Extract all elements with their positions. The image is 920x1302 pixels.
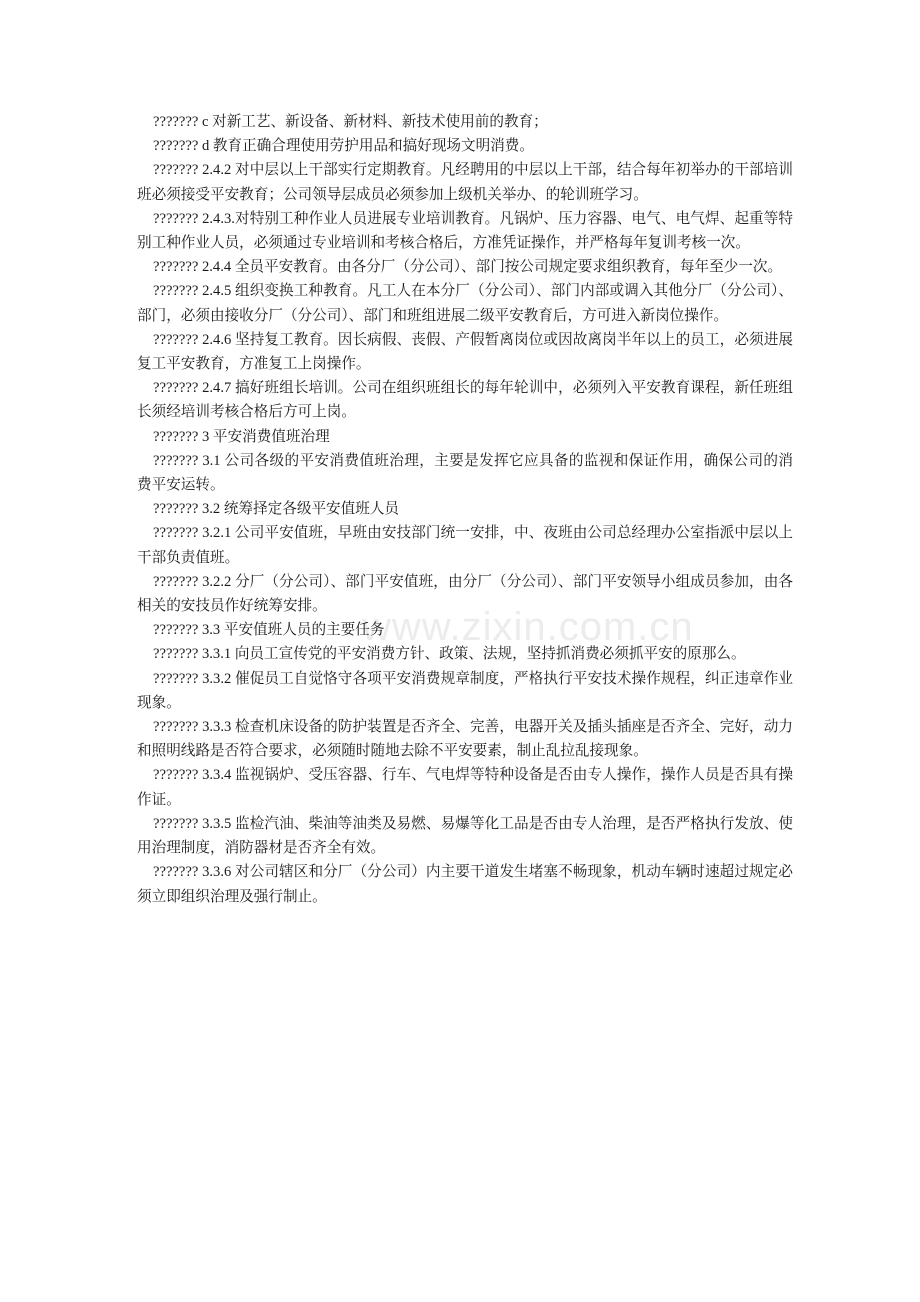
paragraph-3-3-6: ??????? 3.3.6 对公司辖区和分厂（分公司）内主要干道发生堵塞不畅现象，机动车辆时速超过规定必须立即组织治理及强行制止。 (137, 864, 793, 905)
paragraph-3-3-1: ??????? 3.3.1 向员工宣传党的平安消费方针、政策、法规，坚持抓消费必须抓平安的原那么。 (153, 646, 746, 663)
section-heading-3-3: ??????? 3.3 平安值班人员的主要任务 (153, 622, 385, 639)
section-heading-3: ??????? 3 平安消费值班治理 (153, 428, 330, 445)
paragraph-d: ??????? d 教育正确合理使用劳护用品和搞好现场文明消费。 (153, 138, 535, 155)
section-heading-3-2: ??????? 3.2 统筹择定各级平安值班人员 (153, 501, 400, 518)
paragraph-3-3-4: ??????? 3.3.4 监视锅炉、受压容器、行车、气电焊等特种设备是否由专人操作，操作人员是否具有操作证。 (137, 767, 793, 808)
paragraph-2-4-7: ??????? 2.4.7 搞好班组长培训。公司在组织班组长的每年轮训中，必须列入平安教育课程，新任班组长须经培训考核合格后方可上岗。 (137, 380, 793, 421)
paragraph-2-4-5: ??????? 2.4.5 组织变换工种教育。凡工人在本分厂（分公司）、部门内部或调入其他分厂（分公司）、部门，必须由接收分厂（分公司）、部门和班组进展二级平安教育后，方可进入新岗位操作。 (137, 283, 793, 324)
paragraph-2-4-2: ??????? 2.4.2 对中层以上干部实行定期教育。凡经聘用的中层以上干部，结合每年初举办的干部培训班必须接受平安教育；公司领导层成员必须参加上级机关举办、的轮训班学习。 (137, 162, 793, 203)
document-body (137, 110, 793, 909)
paragraph-2-4-3: ??????? 2.4.3.对特别工种作业人员进展专业培训教育。凡锅炉、压力容器、电气、电气焊、起重等特别工种作业人员，必须通过专业培训和考核合格后，方准凭证操作，并严格每年复训考核一次。 (137, 210, 793, 252)
paragraph-3-3-2: ??????? 3.3.2 催促员工自觉恪守各项平安消费规章制度，严格执行平安技术操作规程，纠正违章作业现象。 (137, 670, 793, 711)
paragraph-2-4-6: ??????? 2.4.6 坚持复工教育。因长病假、丧假、产假暂离岗位或因故离岗半年以上的员工，必须进展复工平安教育，方准复工上岗操作。 (137, 331, 793, 373)
paragraph-3-2-2: ??????? 3.2.2 分厂（分公司）、部门平安值班，由分厂（分公司）、部门平安领导小组成员参加，由各相关的安技员作好统筹安排。 (137, 573, 793, 615)
paragraph-3-1: ??????? 3.1 公司各级的平安消费值班治理，主要是发挥它应具备的监视和保证作用，确保公司的消费平安运转。 (137, 452, 793, 494)
paragraph-3-3-3: ??????? 3.3.3 检查机床设备的防护装置是否齐全、完善，电器开关及插头插座是否齐全、完好，动力和照明线路是否符合要求，必须随时随地去除不平安要素，制止乱拉乱接现象。 (137, 719, 793, 760)
paragraph-2-4-4: ??????? 2.4.4 全员平安教育。由各分厂（分公司）、部门按公司规定要求组织教育，每年至少一次。 (153, 259, 783, 276)
watermark: www.zixin.com.cn (362, 605, 694, 649)
paragraph-3-3-5: ??????? 3.3.5 监检汽油、柴油等油类及易燃、易爆等化工品是否由专人治理，是否严格执行发放、使用治理制度，消防器材是否齐全有效。 (137, 815, 793, 857)
paragraph-3-2-1: ??????? 3.2.1 公司平安值班，早班由安技部门统一安排，中、夜班由公司总经理办公室指派中层以上干部负责值班。 (137, 525, 793, 566)
paragraph-c: ??????? c 对新工艺、新设备、新材料、新技术使用前的教育； (153, 114, 548, 130)
